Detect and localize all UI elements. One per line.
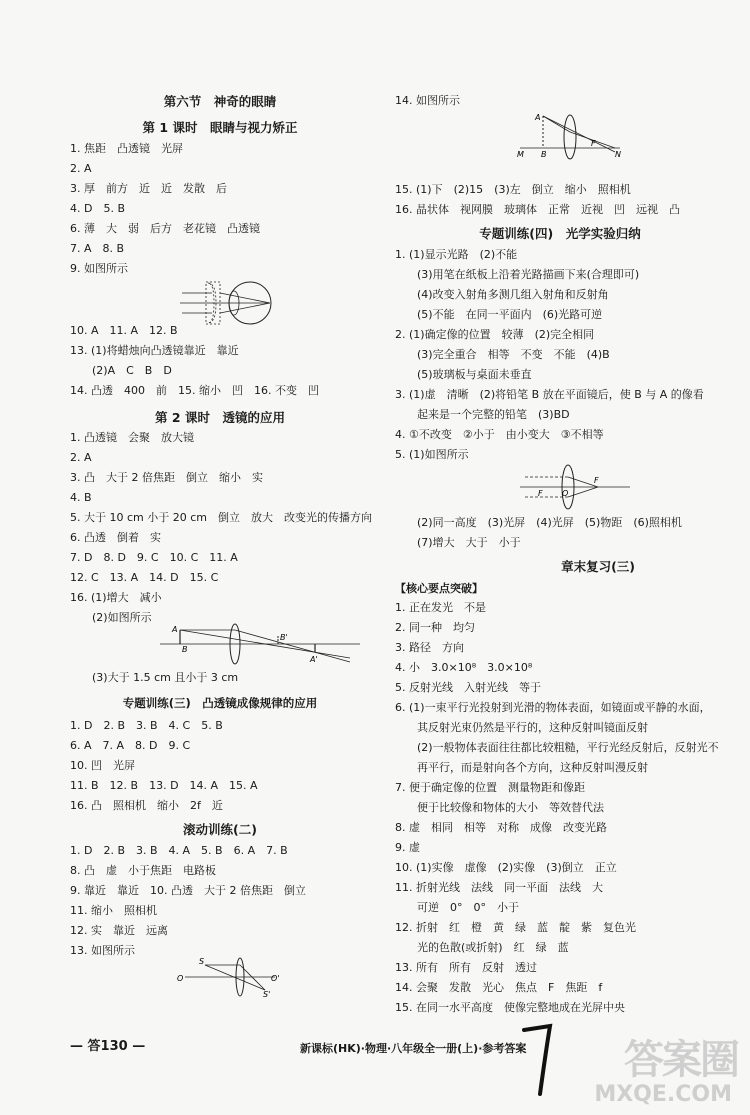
answer-line: 2. A: [70, 451, 92, 464]
topic-3-title: 专题训练(三) 凸透镜成像规律的应用: [122, 696, 318, 710]
answer-line: 3. 厚 前方 近 近 发散 后: [70, 182, 227, 195]
handwritten-mark: [520, 1020, 560, 1100]
answer-line: (2)A C B D: [70, 364, 172, 377]
answer-line: 起来是一个完整的铅笔 (3)BD: [395, 408, 570, 421]
answer-line: 4. ①不改变 ②小于 由小变大 ③不相等: [395, 428, 604, 441]
answer-line: 16. 晶状体 视网膜 玻璃体 正常 近视 凹 远视 凸: [395, 203, 680, 216]
answer-line: 10. A 11. A 12. B: [70, 324, 178, 337]
answer-line: 4. B: [70, 491, 92, 504]
answer-line: 1. 焦距 凸透镜 光屏: [70, 142, 183, 155]
answer-line: 2. (1)确定像的位置 较薄 (2)完全相同: [395, 328, 595, 341]
answer-line: 5. (1)如图所示: [395, 448, 469, 461]
label-b-prime: B': [280, 633, 288, 642]
answer-line: 14. 凸透 400 前 15. 缩小 凹 16. 不变 凹: [70, 384, 319, 397]
chapter-review-title: 章末复习(三): [561, 559, 635, 574]
page-number: — 答130 —: [70, 1039, 146, 1054]
label-f-2: F: [594, 476, 599, 485]
answer-line: 11. B 12. B 13. D 14. A 15. A: [70, 779, 258, 792]
answer-line: 6. 凸透 倒着 实: [70, 531, 161, 544]
answer-line: 10. (1)实像 虚像 (2)实像 (3)倒立 正立: [395, 861, 617, 874]
answer-line: 15. (1)下 (2)15 (3)左 倒立 缩小 照相机: [395, 183, 631, 196]
answer-line: 便于比较像和物体的大小 等效替代法: [395, 801, 604, 814]
answer-line: 6. (1)一束平行光投射到光滑的物体表面，如镜面或平静的水面，: [395, 701, 711, 714]
answer-line: 9. 虚: [395, 841, 420, 854]
lesson-2-title: 第 2 课时 透镜的应用: [155, 410, 285, 425]
answer-line: 再平行，而是射向各个方向，这种反射叫漫反射: [395, 761, 648, 774]
answer-line: 7. A 8. B: [70, 242, 125, 255]
answer-line: 7. 便于确定像的位置 测量物距和像距: [395, 781, 585, 794]
answer-line: 11. 缩小 照相机: [70, 904, 157, 917]
answer-line: (3)大于 1.5 cm 且小于 3 cm: [70, 671, 239, 684]
answer-line: 1. 凸透镜 会聚 放大镜: [70, 431, 194, 444]
answer-line: (5)不能 在同一平面内 (6)光路可逆: [395, 308, 603, 321]
answer-line: 12. C 13. A 14. D 15. C: [70, 571, 219, 584]
watermark-logo: 答案圈: [624, 1037, 738, 1083]
answer-line: 3. (1)虚 清晰 (2)将铅笔 B 放在平面镜后，使 B 与 A 的像看: [395, 388, 704, 401]
answer-line: (7)增大 大于 小于: [395, 536, 521, 549]
label-b: B: [182, 645, 188, 654]
answer-line: 5. 大于 10 cm 小于 20 cm 倒立 放大 改变光的传播方向: [70, 511, 372, 524]
answer-line: (2)同一高度 (3)光屏 (4)光屏 (5)物距 (6)照相机: [395, 516, 682, 529]
label-a: A: [172, 625, 178, 634]
answer-line: 8. 凸 虚 小于焦距 电路板: [70, 864, 216, 877]
convex-lens-diagram: [520, 463, 635, 511]
rolling-2-title: 滚动训练(二): [183, 822, 257, 837]
answer-line: 14. 如图所示: [395, 94, 460, 107]
answer-line: 3. 凸 大于 2 倍焦距 倒立 缩小 实: [70, 471, 263, 484]
answer-line: (2)如图所示: [70, 611, 152, 624]
answer-line: 8. 虚 相同 相等 对称 成像 改变光路: [395, 821, 607, 834]
lens-ray-diagram: [515, 112, 625, 162]
answer-line: 光的色散(或折射) 红 绿 蓝: [395, 941, 569, 954]
label-a: A: [535, 113, 541, 122]
section-title-6: 第六节 神奇的眼睛: [163, 94, 277, 109]
label-f: F: [538, 489, 543, 498]
label-o: O: [562, 489, 569, 498]
answer-line: 1. D 2. B 3. B 4. A 5. B 6. A 7. B: [70, 844, 288, 857]
watermark-site: MXQE.COM: [594, 1082, 732, 1107]
answer-line: 可逆 0° 0° 小于: [395, 901, 519, 914]
answer-line: 6. A 7. A 8. D 9. C: [70, 739, 191, 752]
answer-line: 12. 实 靠近 远离: [70, 924, 168, 937]
answer-line: 1. 正在发光 不是: [395, 601, 486, 614]
answer-line: 4. D 5. B: [70, 202, 125, 215]
label-s-prime: S': [263, 990, 271, 999]
point-image-diagram: [175, 955, 285, 999]
answer-line: 13. 所有 所有 反射 透过: [395, 961, 537, 974]
label-a-prime: A': [310, 655, 318, 664]
answer-line: 12. 折射 红 橙 黄 绿 蓝 靛 紫 复色光: [395, 921, 636, 934]
label-o: O: [177, 974, 184, 983]
topic-4-title: 专题训练(四) 光学实验归纳: [479, 226, 641, 241]
answer-line: 13. 如图所示: [70, 944, 135, 957]
answer-line: 5. 反射光线 入射光线 等于: [395, 681, 541, 694]
answer-line: 9. 如图所示: [70, 262, 128, 275]
answer-line: 16. 凸 照相机 缩小 2f 近: [70, 799, 223, 812]
label-n: N: [615, 150, 621, 159]
lesson-1-title: 第 1 课时 眼睛与视力矫正: [142, 120, 298, 135]
label-s: S: [199, 957, 205, 966]
label-o-prime: O': [271, 974, 280, 983]
answer-line: 7. D 8. D 9. C 10. C 11. A: [70, 551, 238, 564]
answer-line: (4)改变入射角多测几组入射角和反射角: [395, 288, 609, 301]
book-title-footer: 新课标(HK)·物理·八年级全一册(上)·参考答案: [300, 1042, 527, 1055]
answer-line: 9. 靠近 靠近 10. 凸透 大于 2 倍焦距 倒立: [70, 884, 306, 897]
subheading: 【核心要点突破】: [395, 582, 483, 595]
answer-line: 16. (1)增大 减小: [70, 591, 162, 604]
label-m: M: [517, 150, 524, 159]
eye-correction-diagram: [180, 278, 290, 328]
answer-line: 其反射光束仍然是平行的，这种反射叫镜面反射: [395, 721, 648, 734]
answer-line: 4. 小 3.0×10⁸ 3.0×10⁸: [395, 661, 533, 674]
answer-line: 2. A: [70, 162, 92, 175]
answer-line: 1. (1)显示光路 (2)不能: [395, 248, 518, 261]
answer-line: (5)玻璃板与桌面未垂直: [395, 368, 532, 381]
answer-line: 14. 会聚 发散 光心 焦点 F 焦距 f: [395, 981, 603, 994]
answer-line: 6. 薄 大 弱 后方 老花镜 凸透镜: [70, 222, 260, 235]
answer-line: 13. (1)将蜡烛向凸透镜靠近 靠近: [70, 344, 239, 357]
lens-imaging-diagram: [160, 622, 370, 670]
label-b: B: [541, 150, 547, 159]
answer-line: (2)一般物体表面往往都比较粗糙，平行光经反射后，反射光不: [395, 741, 719, 754]
answer-line: 2. 同一种 均匀: [395, 621, 475, 634]
answer-line: (3)完全重合 相等 不变 不能 (4)B: [395, 348, 610, 361]
answer-line: 3. 路径 方向: [395, 641, 464, 654]
answer-line: 1. D 2. B 3. B 4. C 5. B: [70, 719, 223, 732]
answer-line: 10. 凹 光屏: [70, 759, 135, 772]
answer-line: (3)用笔在纸板上沿着光路描画下来(合理即可): [395, 268, 640, 281]
label-f: F: [591, 139, 596, 148]
answer-line: 11. 折射光线 法线 同一平面 法线 大: [395, 881, 603, 894]
answer-line: 15. 在同一水平高度 使像完整地成在光屏中央: [395, 1001, 625, 1014]
